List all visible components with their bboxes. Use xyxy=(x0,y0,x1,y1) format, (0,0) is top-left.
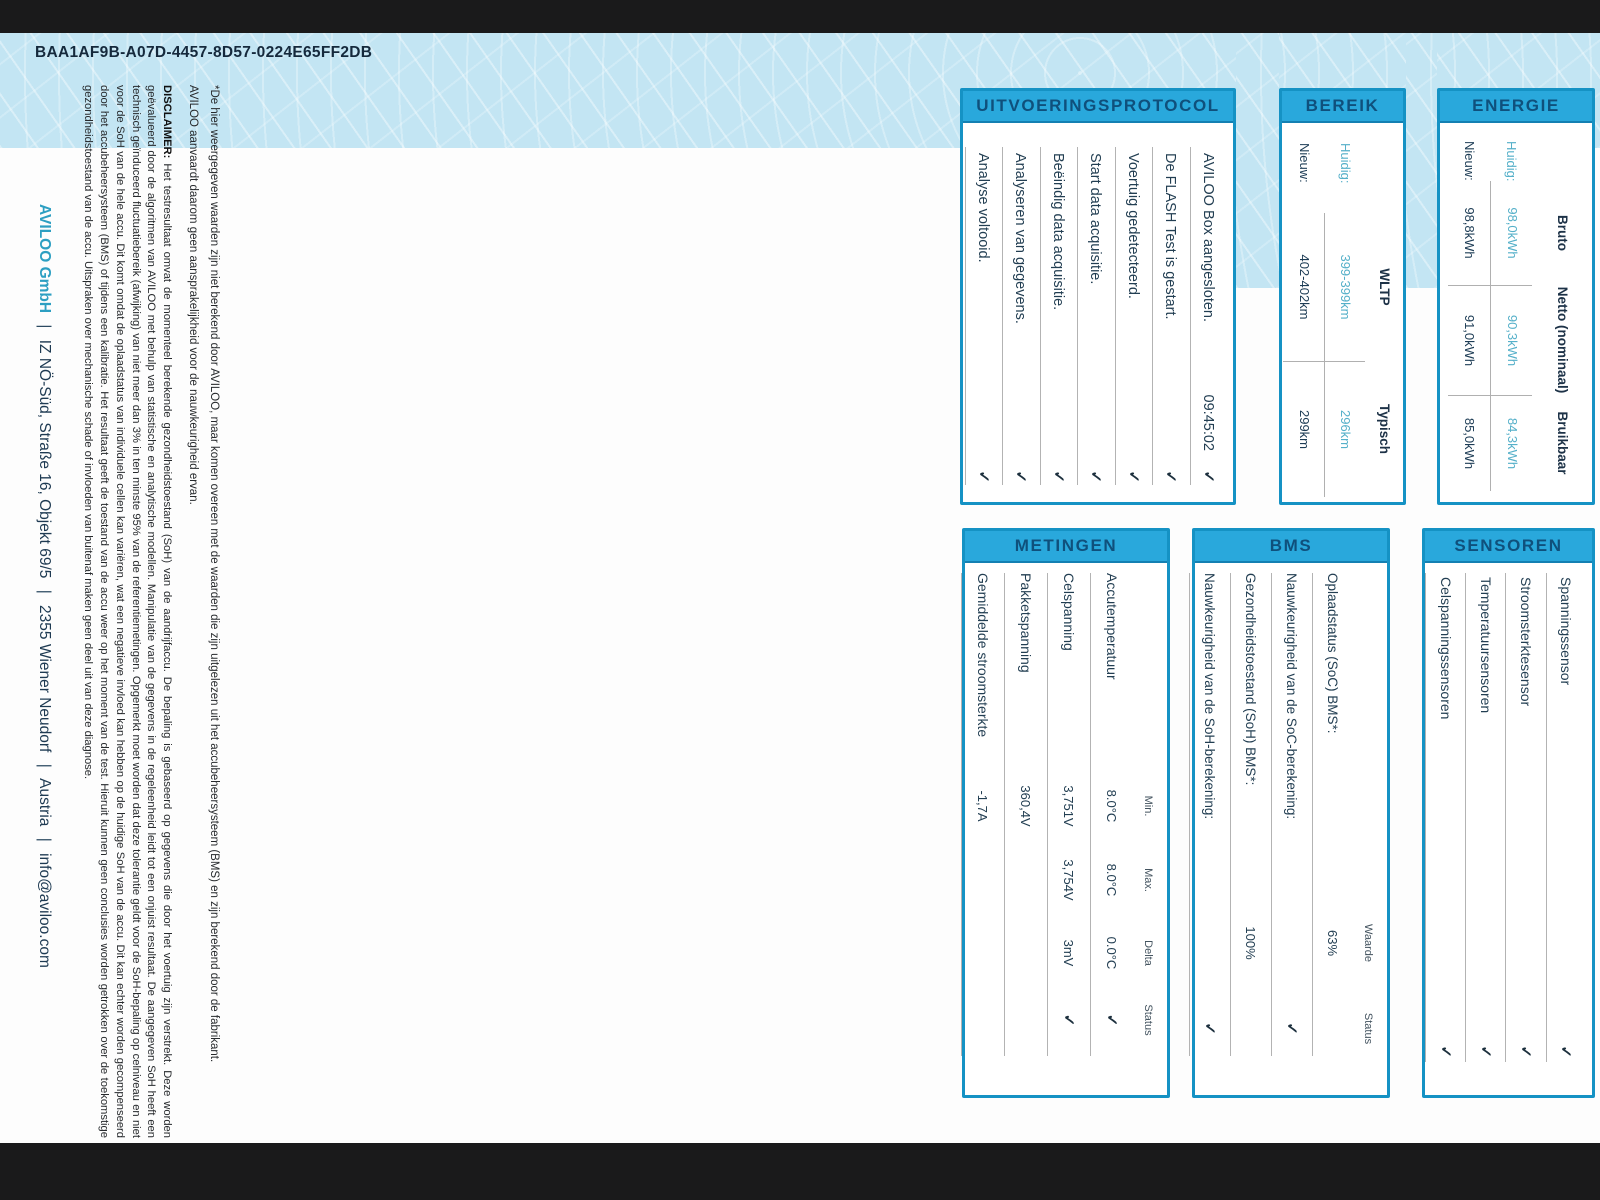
measurement-label: Accutemperatuur xyxy=(1104,573,1120,680)
bms-label: Nauwkeurigheid van de SoC-berekening: xyxy=(1284,573,1300,820)
panel-bereik xyxy=(1279,88,1406,505)
disclaimer-paragraph xyxy=(62,85,174,1138)
energie-table xyxy=(1440,123,1592,499)
protocol-row xyxy=(1040,147,1077,485)
energie-huidig-bruto: 98,0kWh xyxy=(1490,181,1532,285)
panel-title: ENERGIE xyxy=(1440,91,1592,123)
footer-company: AVILOO GmbH xyxy=(36,204,53,314)
measurement-min: 3,751V xyxy=(1061,785,1077,827)
metingen-row xyxy=(1004,573,1047,1056)
metingen-row xyxy=(961,573,1004,1056)
check-icon: ✓ xyxy=(1124,470,1142,483)
column-header-typisch: Typisch xyxy=(1376,403,1392,454)
check-icon: ✓ xyxy=(1517,1045,1535,1058)
bms-row xyxy=(1189,573,1230,1056)
footer-separator: | xyxy=(36,837,53,842)
column-header-min: Min. xyxy=(1142,795,1154,817)
metingen-table xyxy=(965,563,1167,1092)
sensor-row xyxy=(1465,573,1505,1062)
energie-huidig-netto: 90,3kWh xyxy=(1490,285,1532,395)
panel-title: BMS xyxy=(1195,531,1387,563)
check-icon: ✓ xyxy=(1049,470,1067,483)
panel-gap-fill xyxy=(1236,33,1279,288)
protocol-row xyxy=(1077,147,1114,485)
bms-row xyxy=(1230,573,1271,1056)
bereik-huidig-typisch: 296km xyxy=(1324,361,1365,497)
column-header-wltp: WLTP xyxy=(1376,268,1392,306)
measurement-label: Pakketspanning xyxy=(1018,573,1034,673)
energie-nieuw-bruto: 98,8kWh xyxy=(1462,207,1478,259)
measurement-delta: 3mV xyxy=(1061,939,1077,967)
energie-nieuw-netto: 91,0kWh xyxy=(1448,285,1490,395)
row-label-huidig: Huidig: xyxy=(1504,141,1520,182)
protocol-step-label: Voertuig gedetecteerd. xyxy=(1124,153,1141,299)
panel-gap-fill xyxy=(1406,33,1437,288)
protocol-row xyxy=(1115,147,1152,485)
footer-separator: | xyxy=(36,763,53,768)
metingen-row xyxy=(1047,573,1090,1056)
check-icon: ✓ xyxy=(1476,1045,1494,1058)
footer-country: Austria xyxy=(36,778,53,827)
row-label-nieuw: Nieuw: xyxy=(1296,143,1312,183)
bms-label: Oplaadstatus (SoC) BMS*: xyxy=(1325,573,1341,734)
table-corner-cell xyxy=(1365,127,1403,213)
metingen-header-row xyxy=(1133,573,1163,1056)
measurement-min: 8.0°C xyxy=(1104,789,1120,823)
panel-title: SENSOREN xyxy=(1425,531,1592,563)
bereik-table xyxy=(1282,123,1403,499)
check-icon: ✓ xyxy=(1199,470,1217,483)
measurement-max: 8.0°C xyxy=(1104,863,1120,897)
disclaimer-label: DISCLAIMER: xyxy=(161,85,173,159)
bereik-nieuw-typisch: 299km xyxy=(1283,361,1324,497)
panel-title: METINGEN xyxy=(965,531,1167,563)
bms-value: 100% xyxy=(1243,926,1259,960)
panel-title: UITVOERINGSPROTOCOL xyxy=(963,91,1233,123)
bereik-nieuw-wltp: 402-402km xyxy=(1296,254,1312,320)
metingen-row xyxy=(1090,573,1133,1056)
row-label-huidig: Huidig: xyxy=(1337,143,1353,184)
column-header-bruikbaar: Bruikbaar xyxy=(1554,411,1570,475)
bms-label: Nauwkeurigheid van de SoH-berekening: xyxy=(1202,573,1218,820)
sensoren-list xyxy=(1425,563,1592,1092)
check-icon: ✓ xyxy=(1201,1022,1218,1035)
check-icon: ✓ xyxy=(1162,470,1180,483)
check-icon: ✓ xyxy=(1557,1045,1575,1058)
protocol-row xyxy=(965,147,1002,485)
check-icon: ✓ xyxy=(1283,1022,1300,1035)
protocol-body xyxy=(963,123,1233,499)
sensor-row xyxy=(1546,573,1586,1062)
measurement-min: -1,7A xyxy=(975,790,991,822)
bms-header-row xyxy=(1353,573,1383,1056)
sensor-label: Temperatuursensoren xyxy=(1477,577,1494,714)
protocol-step-time: 09:45:02 xyxy=(1199,394,1216,451)
measurement-max: 3,754V xyxy=(1061,859,1077,901)
table-corner-cell xyxy=(1532,125,1592,181)
bms-values-note: *De hier weergegeven waarden zijn niet berekend door AVILOO, maar komen overeen met de waarden die zijn uitgelezen uit het accubeheersysteem (BMS) en zijn berekend door de fabrikant. AVILOO aanvaardt daarom geen aansprakelijkheid voor de nauwkeurigheid ervan. xyxy=(187,85,220,1063)
bms-value: 63% xyxy=(1325,929,1341,957)
column-header-netto: Netto (nominaal) xyxy=(1554,286,1570,394)
check-icon: ✓ xyxy=(1012,470,1030,483)
protocol-row xyxy=(1152,147,1189,485)
measurement-delta: 0.0°C xyxy=(1104,936,1120,970)
protocol-row xyxy=(1002,147,1039,485)
column-header-status: Status xyxy=(1142,1004,1154,1036)
footer-address: IZ NÖ-Süd, Straße 16, Objekt 69/5 xyxy=(36,339,53,579)
check-icon: ✓ xyxy=(1087,470,1105,483)
protocol-step-label: Beëindig data acquisitie. xyxy=(1049,153,1066,311)
report-id: BAA1AF9B-A07D-4457-8D57-0224E65FF2DB xyxy=(35,44,373,61)
protocol-step-label: De FLASH Test is gestart. xyxy=(1162,153,1179,320)
sensor-label: Spanningssensor xyxy=(1558,577,1575,686)
measurement-label: Celspanning xyxy=(1061,573,1077,651)
column-header-status: Status xyxy=(1362,1012,1374,1045)
row-label-nieuw: Nieuw: xyxy=(1462,141,1478,181)
energie-nieuw-bruikbaar: 85,0kWh xyxy=(1448,395,1490,491)
letterbox-bottom xyxy=(0,1143,1600,1200)
measurement-min: 360,4V xyxy=(1018,785,1034,827)
sensor-row xyxy=(1506,573,1546,1062)
footer-email: info@aviloo.com xyxy=(36,853,53,968)
check-icon: ✓ xyxy=(1436,1045,1454,1058)
column-header-delta: Delta xyxy=(1142,940,1154,966)
footer-city: 2355 Wiener Neudorf xyxy=(36,605,53,753)
panel-bms xyxy=(1192,528,1390,1098)
panel-uitvoeringsprotocol xyxy=(960,88,1236,505)
bms-table xyxy=(1195,563,1387,1092)
panel-energie xyxy=(1437,88,1595,505)
panel-title: BEREIK xyxy=(1282,91,1403,123)
check-icon: ✓ xyxy=(975,470,993,483)
sensor-label: Celspanningssensoren xyxy=(1437,577,1454,720)
disclaimer-body: Het testresultaat omvat de momenteel berekende gezondheidstoestand (SoH) van de aandrijfaccu. De bepaling is gebaseerd op gegevens die door het voertuig zijn verstrekt. Deze worden geëvalueerd door de algoritmen van AVILOO met behulp van statistische en analytische modellen. Manipulatie van de gegevens in de regeleenheid leidt tot een onjuist resultaat. De aangegeven SoH heeft een technisch geïnduceerd fluctuatiebereik (afwijking) van niet meer dan 3% in ten minste 95% van de referentiemetingen. Opgemerkt moet worden dat deze tolerantie geldt voor de SoH-bepaling op celniveau en niet voor de SoH van de hele accu. Dit komt omdat de oplaadstatus van individuele cellen kan variëren, wat een negatieve invloed kan hebben op de huidige SoH van de accu. Dit kan echter worden gecompenseerd door het accubeheersysteem (BMS) of tijdens een kalibratie. Het resultaat geeft de toestand van de accu weer op het moment van de test. Hieruit kunnen geen conclusies worden getrokken over de toekomstige gezondheidstoestand van de accu. Uitspraken over mechanische schade of invloeden van buitenaf maken geen deel uit van deze diagnose. xyxy=(82,85,173,1138)
column-header-max: Max. xyxy=(1142,868,1154,892)
bereik-huidig-wltp: 399-399km xyxy=(1324,213,1365,361)
protocol-row xyxy=(1190,147,1227,485)
panel-sensoren xyxy=(1422,528,1595,1098)
footer-separator: | xyxy=(36,324,53,329)
protocol-step-label: Start data acquisitie. xyxy=(1087,153,1104,285)
protocol-step-label: Analyse voltooid. xyxy=(975,153,992,263)
panel-metingen xyxy=(962,528,1170,1098)
bms-row xyxy=(1312,573,1353,1056)
sensor-label: Stroomsterktesensor xyxy=(1518,577,1535,707)
check-icon: ✓ xyxy=(1060,1013,1077,1027)
column-header-bruto: Bruto xyxy=(1554,215,1570,251)
bms-row xyxy=(1271,573,1312,1056)
letterbox-top xyxy=(0,0,1600,33)
protocol-step-label: Analyseren van gegevens. xyxy=(1012,153,1029,324)
footer-separator: | xyxy=(36,589,53,594)
protocol-step-label: AVILOO Box aangesloten. xyxy=(1199,153,1216,323)
column-header-waarde: Waarde xyxy=(1362,923,1374,963)
footer-line xyxy=(25,204,53,1149)
bms-label: Gezondheidstoestand (SoH) BMS*: xyxy=(1243,573,1259,786)
sensor-row xyxy=(1425,573,1465,1062)
energie-huidig-bruikbaar: 84,3kWh xyxy=(1490,395,1532,491)
check-icon: ✓ xyxy=(1103,1013,1120,1027)
measurement-label: Gemiddelde stroomsterkte xyxy=(975,573,991,738)
